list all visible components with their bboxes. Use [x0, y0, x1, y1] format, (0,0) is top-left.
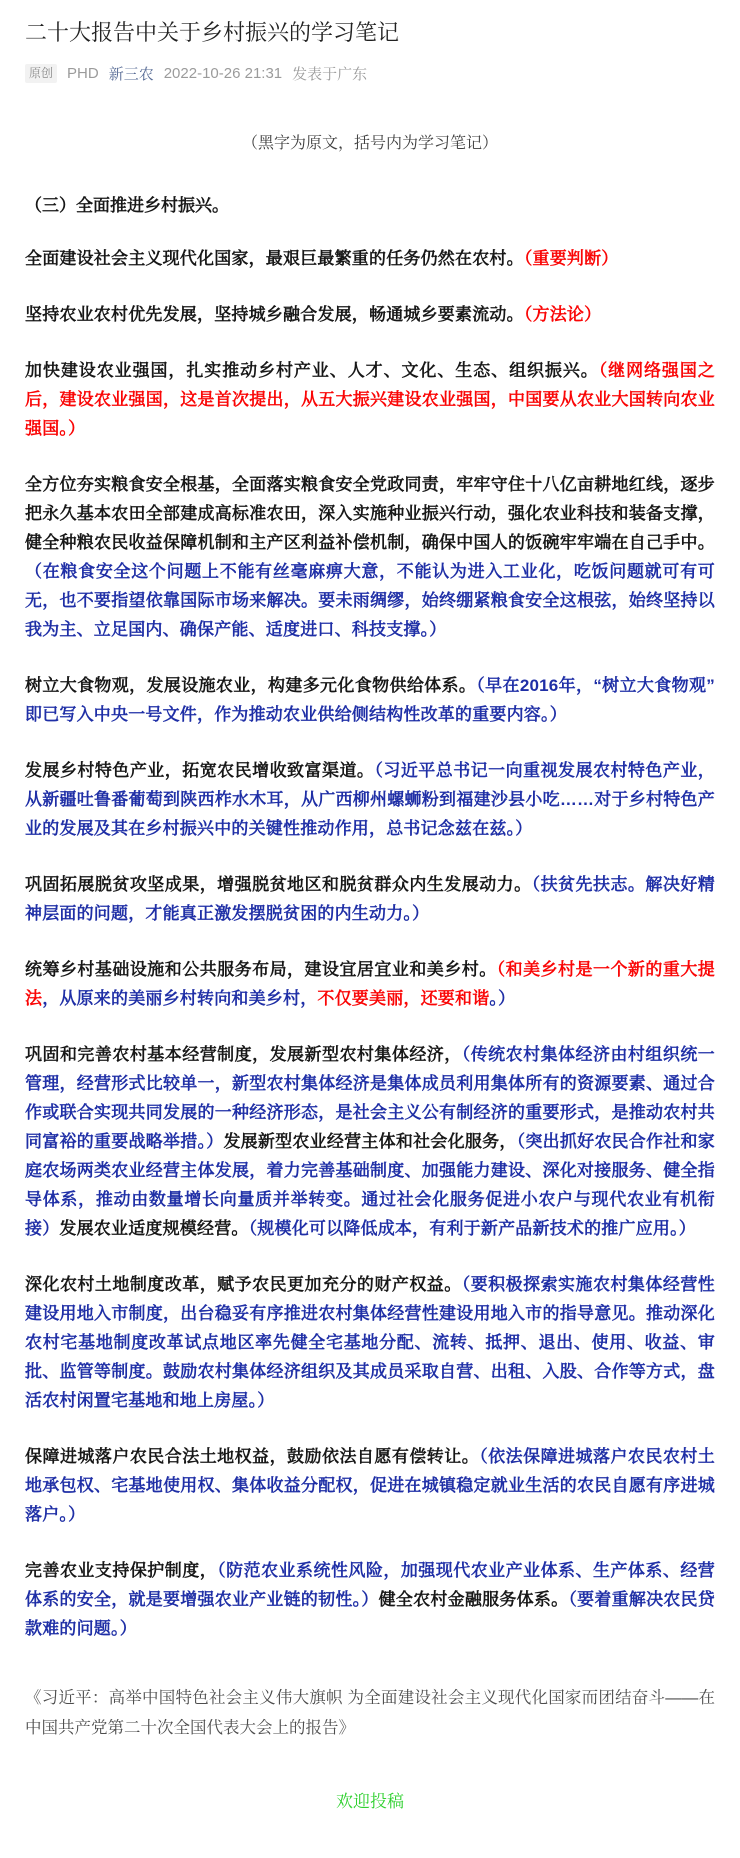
article-paragraph — [25, 756, 715, 843]
article-paragraph — [25, 300, 715, 329]
text-segment-black: 树立大食物观，发展设施农业，构建多元化食物供给体系。 — [25, 675, 477, 695]
text-segment-red: （和美乡村是一个新的重大提法 — [25, 959, 715, 1008]
text-segment-red: （继网络强国之后，建设农业强国，这是首次提出，从五大振兴建设农业强国，中国要从农业大国转向农业强国。） — [25, 360, 715, 438]
text-segment-blue: （传统农村集体经济由村组织统一管理，经营形式比较单一，新型农村集体经济是集体成员利用集体所有的资源要素、通过合作或联合实现共同发展的一种经济形态，是社会主义公有制经济的重要形式，是推动农村共同富裕的重要战略举措。） — [25, 1044, 716, 1151]
original-badge[interactable]: 原创 — [25, 64, 57, 83]
text-segment-blue: （扶贫先扶志。解决好精神层面的问题，才能真正激发摆脱贫困的内生动力。） — [25, 874, 715, 923]
text-segment-blue: （防范农业系统性风险，加强现代农业产业体系、生产体系、经营体系的安全，就是要增强农业产业链的韧性。） — [25, 1560, 715, 1609]
text-segment-blue: （早在2016年，“树立大食物观”即已写入中央一号文件，作为推动农业供给侧结构性改革的重要内容。） — [25, 675, 716, 724]
text-segment-black: 巩固和完善农村基本经营制度，发展新型农村集体经济， — [25, 1044, 462, 1064]
article-paragraph — [25, 955, 715, 1013]
article-meta — [25, 63, 715, 84]
text-segment-blue: ，从原来的美丽乡村转向和美乡村， — [42, 988, 318, 1008]
text-segment-blue: （习近平总书记一向重视发展农村特色产业，从新疆吐鲁番葡萄到陕西柞水木耳，从广西柳州螺蛳粉到福建沙县小吃……对于乡村特色产业的发展及其在乡村振兴中的关键性推动作用，总书记念兹在兹。） — [25, 760, 716, 838]
text-segment-blue: （要积极探索实施农村集体经营性建设用地入市制度，出台稳妥有序推进农村集体经营性建设用地入市的指导意见。推动深化农村宅基地制度改革试点地区率先健全宅基地分配、流转、抵押、退出、使用、收益、审批、监管等制度。鼓励农村集体经济组织及其成员采取自营、出租、入股、合作等方式，盘活农村闲置宅基地和地上房屋。） — [25, 1274, 716, 1410]
text-segment-black: 加快建设农业强国，扎实推动乡村产业、人才、文化、生态、组织振兴。 — [25, 360, 599, 380]
text-segment-black: 发展新型农业经营主体和社会化服务， — [223, 1131, 517, 1151]
text-segment-blue: （在粮食安全这个问题上不能有丝毫麻痹大意，不能认为进入工业化，吃饭问题就可有可无，也不要指望依靠国际市场来解决。要未雨绸缪，始终绷紧粮食安全这根弦，始终坚持以我为主、立足国内、确保产能、适度进口、科技支撑。） — [25, 561, 715, 639]
text-segment-black: 发展乡村特色产业，拓宽农民增收致富渠道。 — [25, 760, 375, 780]
text-segment-red: 不仅要美丽，还要和谐 — [317, 988, 490, 1008]
article-paragraph — [25, 1442, 715, 1529]
text-segment-black: 完善农业支持保护制度， — [25, 1560, 218, 1580]
article-paragraph — [25, 244, 715, 273]
article-paragraph — [25, 1040, 715, 1243]
article-paragraph — [25, 1270, 715, 1415]
section-heading: （三）全面推进乡村振兴。 — [25, 195, 229, 215]
text-segment-blue: （规模化可以降低成本，有利于新产品新技术的推广应用。） — [248, 1218, 697, 1238]
article-paragraph — [25, 356, 715, 443]
text-segment-red: （重要判断） — [523, 248, 619, 268]
text-segment-black: 深化农村土地制度改革，赋予农民更加充分的财产权益。 — [25, 1274, 462, 1294]
text-segment-blue: （突出抓好农民合作社和家庭农场两类农业经营主体发展，着力完善基础制度、加强能力建设、深化对接服务、健全指导体系，推动由数量增长向量质并举转变。通过社会化服务促进小农户与现代农业有机衔接） — [25, 1131, 715, 1238]
text-segment-red: （方法论） — [523, 304, 602, 324]
text-segment-black: 全面建设社会主义现代化国家，最艰巨最繁重的任务仍然在农村。 — [25, 248, 524, 268]
publish-location: 发表于广东 — [292, 65, 368, 83]
report-citation: 《习近平：高举中国特色社会主义伟大旗帜 为全面建设社会主义现代化国家而团结奋斗——在中国共产党第二十次全国代表大会上的报告》 — [25, 1688, 715, 1737]
author-name: PHD — [67, 64, 99, 82]
text-segment-black: 发展农业适度规模经营。 — [59, 1218, 249, 1238]
article-paragraph — [25, 1556, 715, 1643]
publish-datetime: 2022-10-26 21:31 — [163, 64, 283, 82]
submit-contribution-link[interactable]: 欢迎投稿 — [336, 1791, 404, 1811]
text-segment-black: 全方位夯实粮食安全根基，全面落实粮食安全党政同责，牢牢守住十八亿亩耕地红线，逐步把永久基本农田全部建成高标准农田，深入实施种业振兴行动，强化农业科技和装备支撑，健全种粮农民收益保障机制和主产区利益补偿机制，确保中国人的饭碗牢牢端在自己手中。 — [25, 474, 715, 552]
text-segment-blue: （依法保障进城落户农民农村土地承包权、宅基地使用权、集体收益分配权，促进在城镇稳定就业生活的农民自愿有序进城落户。） — [25, 1446, 715, 1524]
text-segment-blue: （要着重解决农民贷款难的问题。） — [25, 1589, 715, 1638]
article-paragraph — [25, 870, 715, 928]
text-segment-black: 巩固拓展脱贫攻坚成果，增强脱贫地区和脱贫群众内生发展动力。 — [25, 874, 532, 894]
text-segment-black: 统筹乡村基础设施和公共服务布局，建设宜居宜业和美乡村。 — [25, 959, 497, 979]
article-paragraphs — [25, 244, 715, 1643]
text-segment-black: 健全农村金融服务体系。 — [378, 1589, 569, 1609]
text-segment-blue: 。） — [489, 988, 516, 1008]
article-paragraph — [25, 470, 715, 644]
text-segment-black: 坚持农业农村优先发展，坚持城乡融合发展，畅通城乡要素流动。 — [25, 304, 524, 324]
legend-hint: （黑字为原文，括号内为学习笔记） — [241, 134, 498, 152]
account-link[interactable]: 新三农 — [108, 65, 154, 83]
article-paragraph — [25, 671, 715, 729]
text-segment-black: 保障进城落户农民合法土地权益，鼓励依法自愿有偿转让。 — [25, 1446, 480, 1466]
page-title: 二十大报告中关于乡村振兴的学习笔记 — [25, 20, 400, 45]
